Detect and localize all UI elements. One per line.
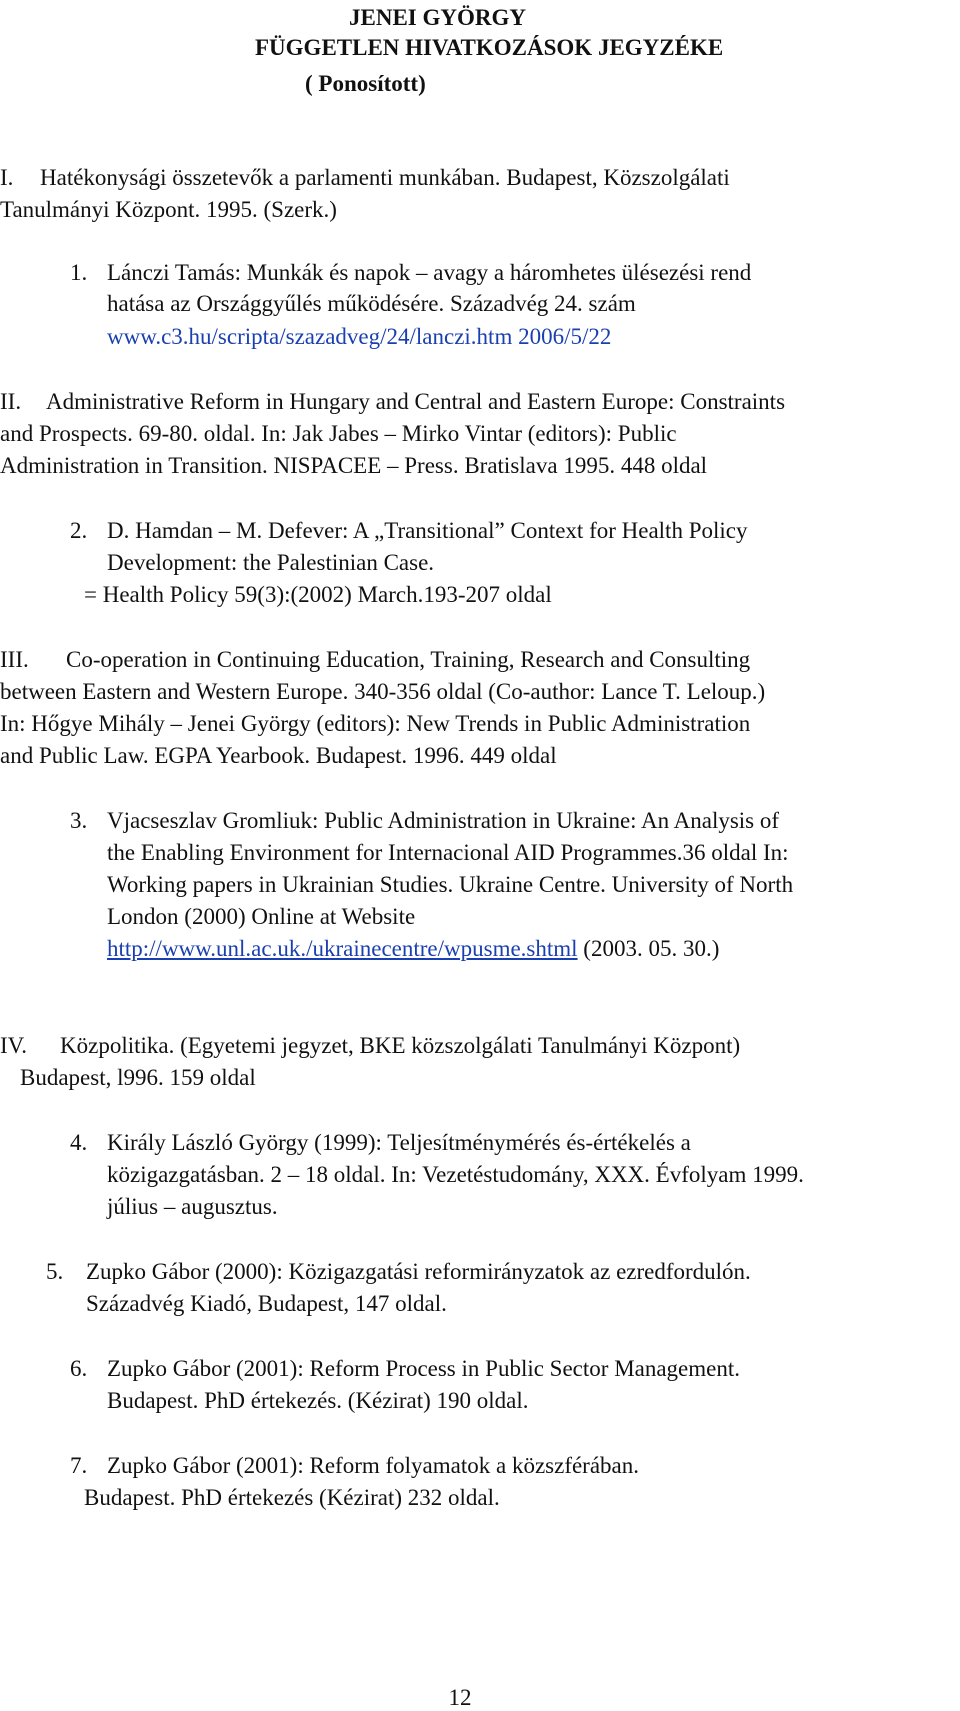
entry-line: Zupko Gábor (2001): Reform folyamatok a közszférában. xyxy=(107,1453,640,1478)
entry-number: 3. xyxy=(70,808,88,833)
entry-line: hatása az Országgyűlés működésére. Századvég 24. szám xyxy=(107,291,636,316)
section-numeral: IV. xyxy=(0,1033,28,1058)
entry-url-line xyxy=(107,937,719,960)
entry-line: the Enabling Environment for Internacional AID Programmes.36 oldal In: xyxy=(107,840,789,865)
section-title-line: Administration in Transition. NISPACEE – Press. Bratislava 1995. 448 oldal xyxy=(0,453,708,478)
entry-number: 4. xyxy=(70,1130,88,1155)
entry-url-link[interactable]: www.c3.hu/scripta/szazadveg/24/lanczi.htm 2006/5/22 xyxy=(107,324,612,349)
entry-line: július – augusztus. xyxy=(107,1194,278,1219)
author-name: JENEI GYÖRGY xyxy=(349,5,526,30)
entry-line: Budapest. PhD értekezés. (Kézirat) 190 oldal. xyxy=(107,1388,529,1413)
entry-url-link[interactable]: http://www.unl.ac.uk./ukrainecentre/wpusme.shtml xyxy=(107,936,578,961)
section-title-line: Közpolitika. (Egyetemi jegyzet, BKE közszolgálati Tanulmányi Központ) xyxy=(60,1033,741,1058)
section-numeral: II. xyxy=(0,389,22,414)
section-title-line: Tanulmányi Központ. 1995. (Szerk.) xyxy=(0,197,337,222)
entry-number: 2. xyxy=(70,518,88,543)
section-numeral: I. xyxy=(0,165,14,190)
section-title-line: between Eastern and Western Europe. 340-356 oldal (Co-author: Lance T. Leloup.) xyxy=(0,679,766,704)
section-numeral: III. xyxy=(0,647,29,672)
entry-number: 1. xyxy=(70,260,88,285)
entry-url-date: (2003. 05. 30.) xyxy=(577,936,720,961)
entry-line: Király László György (1999): Teljesítménymérés és-értékelés a xyxy=(107,1130,691,1155)
entry-line: Vjacseszlav Gromliuk: Public Administration in Ukraine: An Analysis of xyxy=(107,808,780,833)
document-title: FÜGGETLEN HIVATKOZÁSOK JEGYZÉKE xyxy=(255,35,724,60)
section-title-line: Administrative Reform in Hungary and Central and Eastern Europe: Constraints xyxy=(46,389,786,414)
entry-line: Zupko Gábor (2001): Reform Process in Public Sector Management. xyxy=(107,1356,741,1381)
entry-line: Working papers in Ukrainian Studies. Ukraine Centre. University of North xyxy=(107,872,794,897)
entry-line: Development: the Palestinian Case. xyxy=(107,550,435,575)
entry-line: London (2000) Online at Website xyxy=(107,904,416,929)
entry-number: 7. xyxy=(70,1453,88,1478)
section-title-line: Budapest, l996. 159 oldal xyxy=(20,1065,256,1090)
document-subtitle: ( Ponosított) xyxy=(305,71,426,96)
entry-line: Zupko Gábor (2000): Közigazgatási reformirányzatok az ezredfordulón. xyxy=(86,1259,751,1284)
entry-number: 6. xyxy=(70,1356,88,1381)
section-title-line: Co-operation in Continuing Education, Training, Research and Consulting xyxy=(66,647,751,672)
entry-line: = Health Policy 59(3):(2002) March.193-207 oldal xyxy=(84,582,552,607)
entry-line: Századvég Kiadó, Budapest, 147 oldal. xyxy=(86,1291,447,1316)
section-title-line: In: Hőgye Mihály – Jenei György (editors): New Trends in Public Administration xyxy=(0,711,751,736)
section-title-line: and Public Law. EGPA Yearbook. Budapest. 1996. 449 oldal xyxy=(0,743,557,768)
entry-line: D. Hamdan – M. Defever: A „Transitional” Context for Health Policy xyxy=(107,518,748,543)
entry-line: Lánczi Tamás: Munkák és napok – avagy a háromhetes ülésezési rend xyxy=(107,260,752,285)
entry-line: Budapest. PhD értekezés (Kézirat) 232 oldal. xyxy=(84,1485,500,1510)
entry-line: közigazgatásban. 2 – 18 oldal. In: Vezetéstudomány, XXX. Évfolyam 1999. xyxy=(107,1162,804,1187)
section-title-line: and Prospects. 69-80. oldal. In: Jak Jabes – Mirko Vintar (editors): Public xyxy=(0,421,677,446)
page-number: 12 xyxy=(448,1685,472,1710)
entry-number: 5. xyxy=(46,1259,64,1284)
section-title-line: Hatékonysági összetevők a parlamenti munkában. Budapest, Közszolgálati xyxy=(40,165,730,190)
